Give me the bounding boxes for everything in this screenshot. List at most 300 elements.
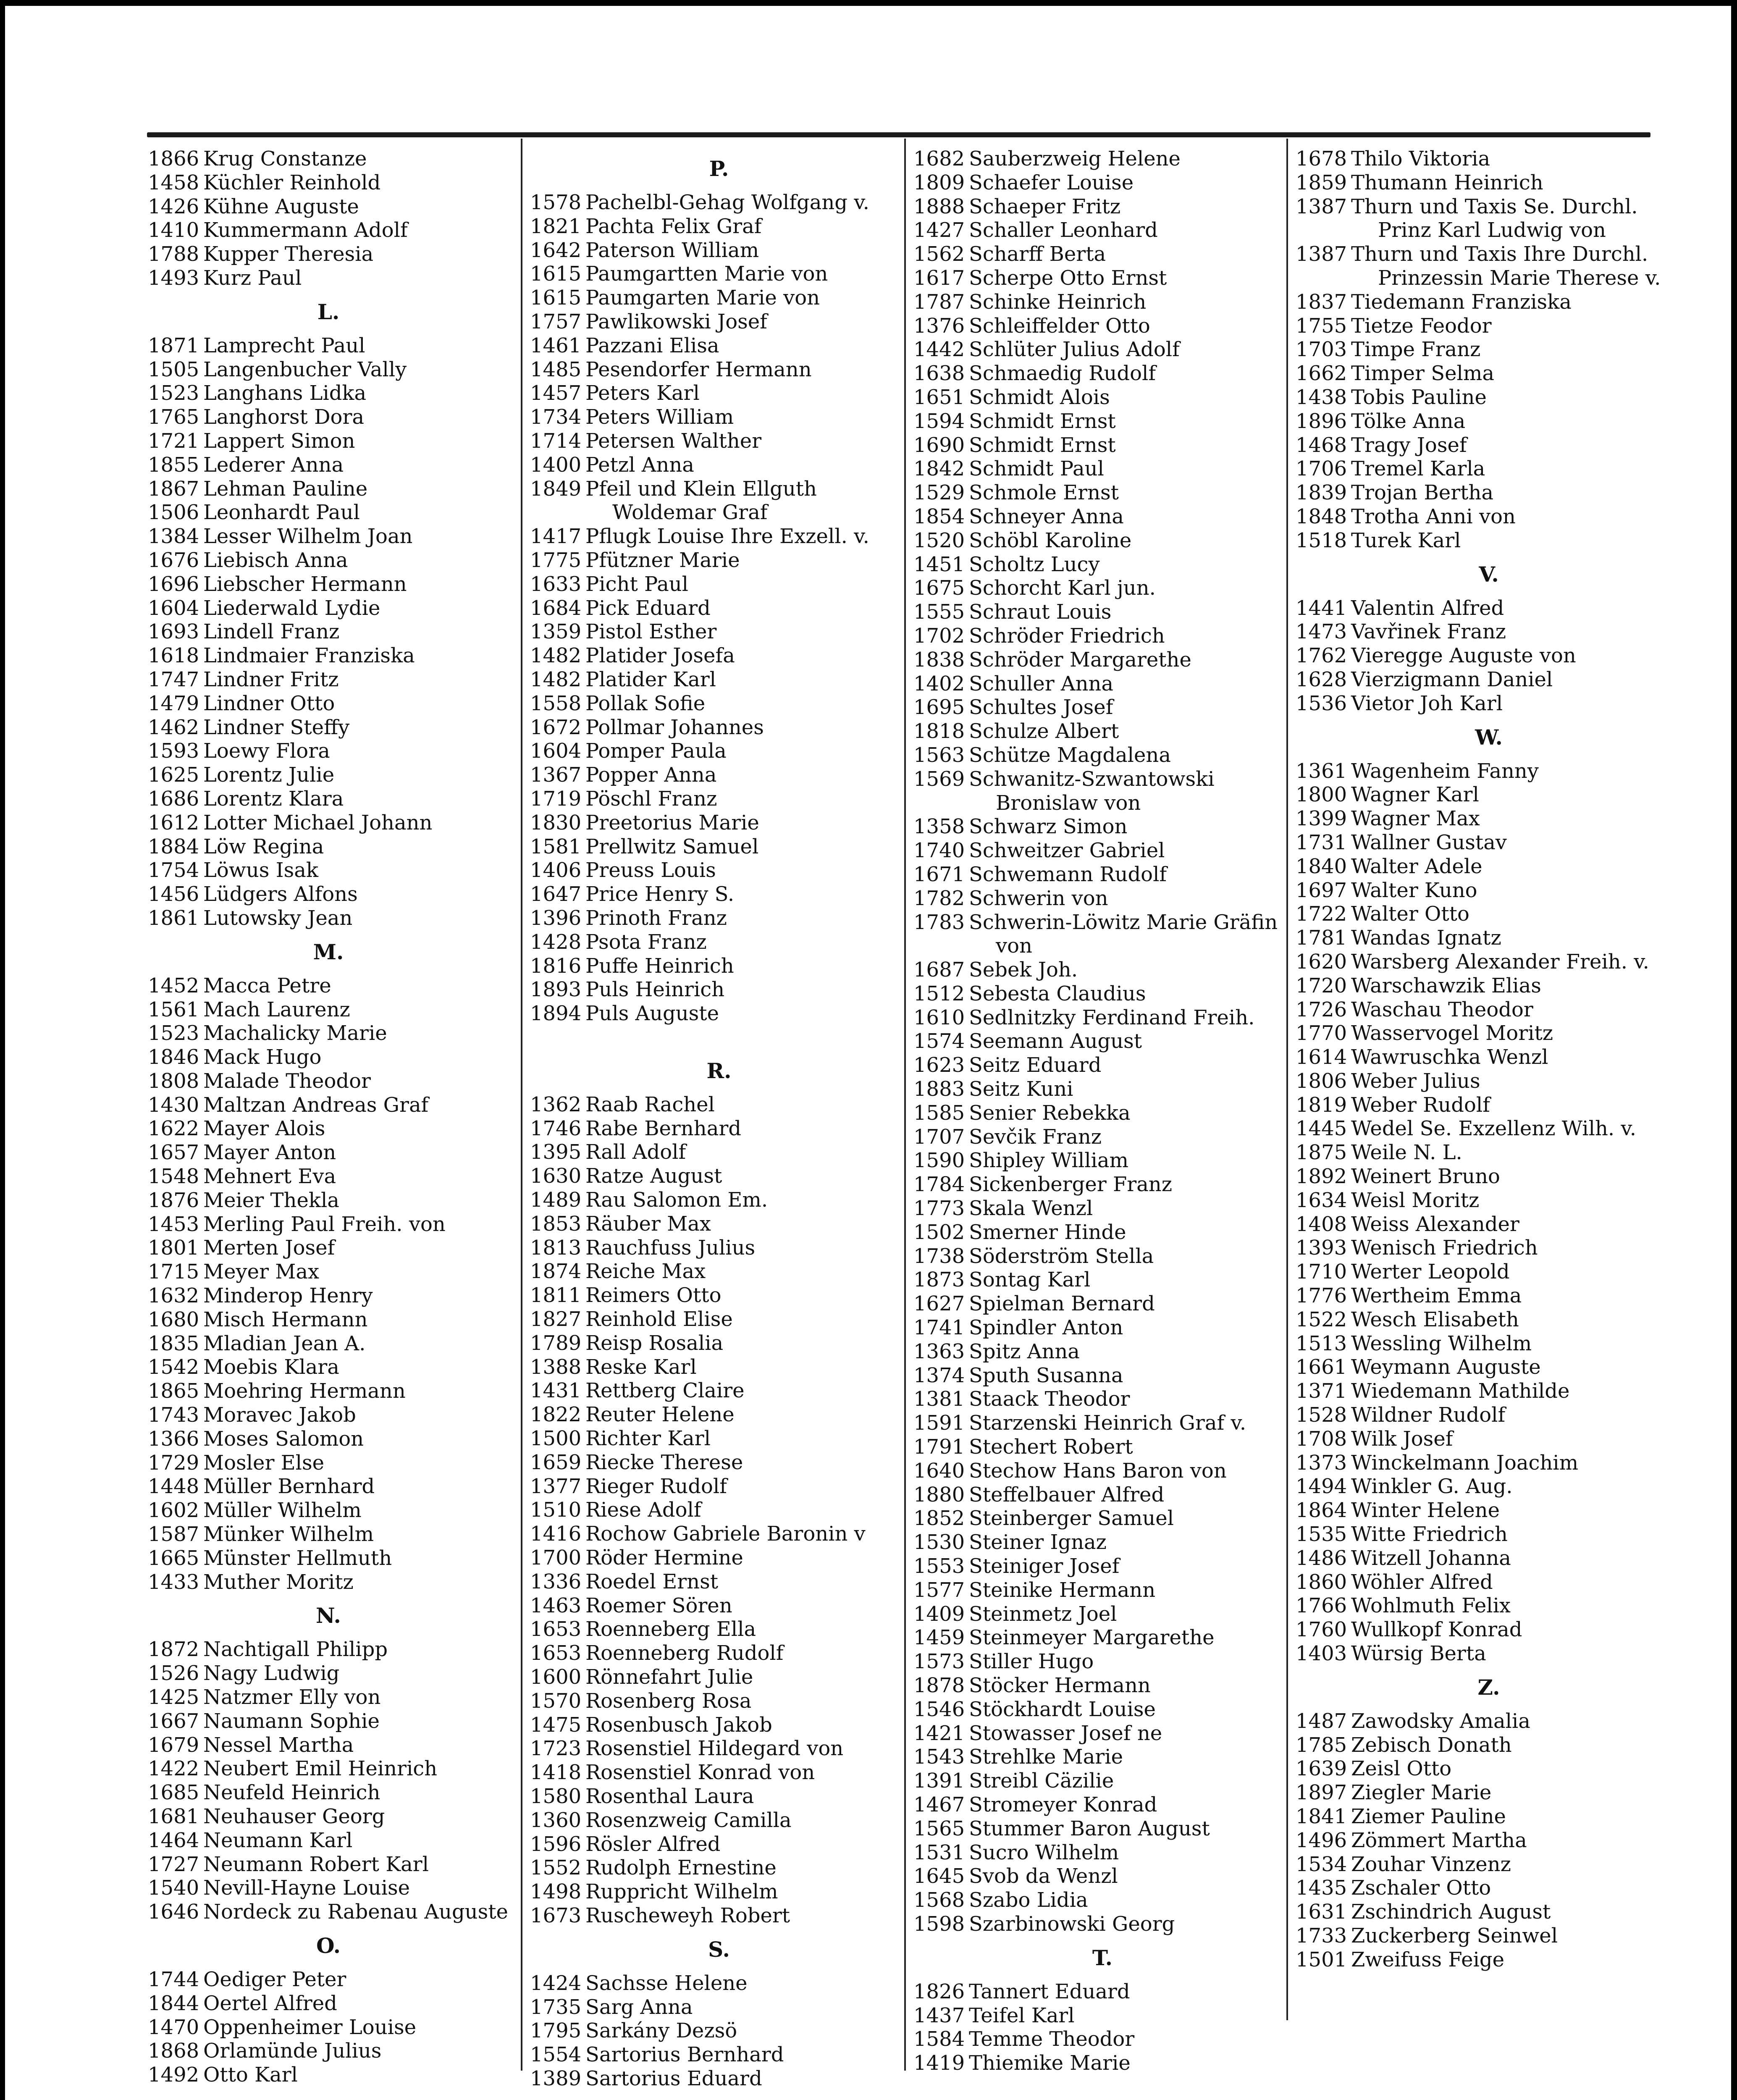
entry-number: 1565 xyxy=(913,1816,965,1840)
directory-entry xyxy=(913,529,1291,553)
directory-entry xyxy=(148,1685,509,1709)
entry-number: 1727 xyxy=(148,1852,199,1876)
entry-number: 1622 xyxy=(148,1117,199,1141)
entry-number: 1859 xyxy=(1296,171,1347,194)
directory-entry xyxy=(530,739,908,763)
entry-name: Mach Laurenz xyxy=(203,998,350,1021)
entry-name: Ziegler Marie xyxy=(1351,1781,1492,1805)
entry-name: Lorentz Julie xyxy=(203,763,335,787)
entry-name: Nessel Martha xyxy=(203,1733,354,1757)
entry-number: 1367 xyxy=(530,763,582,787)
entry-name: Lindell Franz xyxy=(203,620,340,644)
directory-entry xyxy=(148,1570,509,1594)
entry-name: Riese Adolf xyxy=(585,1498,701,1522)
directory-entry xyxy=(1296,338,1682,362)
entry-number: 1553 xyxy=(913,1554,965,1578)
directory-entry xyxy=(1296,1308,1682,1332)
directory-entry xyxy=(913,1387,1291,1411)
entry-number: 1839 xyxy=(1296,481,1347,505)
entry-number: 1602 xyxy=(148,1499,199,1522)
entry-number: 1782 xyxy=(913,886,965,910)
entry-number: 1638 xyxy=(913,362,965,386)
directory-entry xyxy=(1296,1379,1682,1403)
directory-entry xyxy=(913,1578,1291,1602)
entry-number: 1684 xyxy=(530,596,582,620)
entry-name: Wandas Ignatz xyxy=(1351,926,1501,950)
entry-name: Schwerin von xyxy=(969,886,1108,910)
entry-name: Schraut Louis xyxy=(969,600,1112,624)
entry-number: 1600 xyxy=(530,1665,582,1689)
entry-name: Zawodsky Amalia xyxy=(1351,1709,1530,1733)
directory-entry xyxy=(1296,1853,1682,1877)
directory-entry xyxy=(913,576,1291,600)
entry-number: 1746 xyxy=(530,1116,582,1140)
directory-entry xyxy=(913,433,1291,457)
entry-name: Mayer Anton xyxy=(203,1141,336,1165)
entry-name: Nevill-Hayne Louise xyxy=(203,1876,410,1900)
directory-entry xyxy=(913,1888,1291,1912)
directory-entry xyxy=(530,2043,908,2067)
entry-name: Pachelbl-Gehag Wolfgang v. xyxy=(585,191,869,214)
entry-name: Wullkopf Konrad xyxy=(1351,1618,1522,1642)
directory-entry xyxy=(530,1522,908,1546)
entry-number: 1819 xyxy=(1296,1093,1347,1117)
entry-number: 1835 xyxy=(148,1331,199,1355)
directory-entry xyxy=(148,1638,509,1662)
entry-name: Stowasser Josef ne xyxy=(969,1721,1162,1745)
entry-name: Kummermann Adolf xyxy=(203,218,408,242)
directory-entry xyxy=(148,572,509,596)
directory-entry xyxy=(148,1332,509,1356)
directory-entry xyxy=(530,572,908,596)
entry-name: Langenbucher Vally xyxy=(203,357,407,381)
entry-number: 1620 xyxy=(1296,950,1347,974)
entry-name: Schinke Heinrich xyxy=(969,290,1147,314)
directory-entry xyxy=(148,1403,509,1427)
directory-entry xyxy=(530,1093,908,1117)
entry-name: Kurz Paul xyxy=(203,266,302,290)
directory-entry xyxy=(148,334,509,358)
directory-entry xyxy=(1296,505,1682,529)
entry-name: Minderop Henry xyxy=(203,1284,373,1308)
directory-entry xyxy=(148,429,509,453)
directory-entry xyxy=(1296,1570,1682,1594)
entry-name: Weber Julius xyxy=(1351,1069,1480,1093)
directory-entry xyxy=(148,195,509,219)
entry-name: Sachsse Helene xyxy=(585,1971,748,1995)
entry-name: Meier Thekla xyxy=(203,1188,339,1212)
entry-name: Pachta Felix Graf xyxy=(585,214,762,238)
entry-name: Tiedemann Franziska xyxy=(1351,290,1572,314)
entry-name: Sputh Susanna xyxy=(969,1363,1123,1387)
directory-entry xyxy=(913,1006,1291,1030)
directory-entry xyxy=(913,386,1291,410)
entry-name: Schwanitz-Szwantowski xyxy=(969,767,1215,791)
directory-entry xyxy=(530,882,908,906)
directory-entry xyxy=(1296,386,1682,410)
entry-number: 1462 xyxy=(148,715,199,739)
entry-number: 1430 xyxy=(148,1093,199,1117)
entry-continuation xyxy=(1296,218,1682,242)
entry-name: Skala Wenzl xyxy=(969,1197,1093,1221)
entry-number: 1361 xyxy=(1296,759,1347,783)
directory-entry xyxy=(530,2067,908,2091)
entry-number: 1552 xyxy=(530,1856,582,1880)
entry-number: 1659 xyxy=(530,1450,582,1474)
directory-entry xyxy=(530,954,908,978)
entry-continuation xyxy=(530,501,908,525)
directory-entry xyxy=(1296,1618,1682,1642)
directory-entry xyxy=(1296,1189,1682,1213)
entry-name: Psota Franz xyxy=(585,930,707,954)
entry-name: Loewy Flora xyxy=(203,739,330,763)
entry-name: Warsberg Alexander Freih. v. xyxy=(1351,950,1649,974)
directory-entry xyxy=(913,171,1291,195)
entry-name: Wilk Josef xyxy=(1351,1427,1453,1451)
directory-entry xyxy=(1296,1117,1682,1141)
entry-number: 1826 xyxy=(913,1979,965,2003)
entry-name: Strehlke Marie xyxy=(969,1745,1123,1769)
directory-entry xyxy=(148,692,509,716)
directory-entry xyxy=(530,215,908,239)
directory-entry xyxy=(530,1002,908,1026)
entry-number: 1667 xyxy=(148,1709,199,1733)
directory-entry xyxy=(1296,1045,1682,1069)
entry-name: Senier Rebekka xyxy=(969,1101,1131,1125)
entry-name: Münster Hellmuth xyxy=(203,1546,392,1570)
entry-name: Sickenberger Franz xyxy=(969,1173,1173,1197)
entry-number: 1784 xyxy=(913,1173,965,1197)
entry-number: 1726 xyxy=(1296,998,1347,1021)
entry-number: 1384 xyxy=(148,525,199,549)
directory-entry xyxy=(148,1829,509,1853)
entry-name: Scharff Berta xyxy=(969,242,1106,266)
directory-entry xyxy=(148,1900,509,1924)
entry-name: Thurn und Taxis Ihre Durchl. xyxy=(1351,242,1648,266)
entry-name: Tremel Karla xyxy=(1351,457,1485,481)
entry-name: Mehnert Eva xyxy=(203,1165,336,1189)
directory-entry xyxy=(530,1212,908,1236)
directory-entry xyxy=(148,477,509,501)
entry-number: 1387 xyxy=(1296,194,1347,218)
entry-name: Oppenheimer Louise xyxy=(203,2015,416,2039)
entry-number: 1896 xyxy=(1296,409,1347,433)
directory-entry xyxy=(1296,783,1682,807)
directory-entry xyxy=(530,1140,908,1164)
entry-number: 1615 xyxy=(530,262,582,286)
entry-name: Wildner Rudolf xyxy=(1351,1403,1506,1427)
section-spacer xyxy=(530,1026,908,1049)
entry-name: Wiedemann Mathilde xyxy=(1351,1379,1570,1403)
entry-name: Rudolph Ernestine xyxy=(585,1856,777,1880)
entry-number: 1789 xyxy=(530,1331,582,1355)
entry-name: Neubert Emil Heinrich xyxy=(203,1757,438,1781)
entry-name: Sontag Karl xyxy=(969,1268,1091,1292)
entry-name: Söderström Stella xyxy=(969,1244,1154,1268)
entry-number: 1376 xyxy=(913,314,965,338)
directory-entry xyxy=(148,739,509,763)
directory-entry xyxy=(148,1021,509,1045)
entry-name: Leonhardt Paul xyxy=(203,501,360,525)
entry-number: 1510 xyxy=(530,1498,582,1522)
entry-number: 1628 xyxy=(1296,667,1347,691)
directory-entry xyxy=(1296,1546,1682,1570)
directory-entry xyxy=(913,1411,1291,1435)
directory-entry xyxy=(913,1841,1291,1865)
entry-number: 1558 xyxy=(530,691,582,715)
entry-name: Weisl Moritz xyxy=(1351,1188,1480,1212)
entry-name: Zuckerberg Seinwel xyxy=(1351,1924,1558,1948)
entry-name: Lamprecht Paul xyxy=(203,333,365,357)
entry-name: Winkler G. Aug. xyxy=(1351,1475,1513,1499)
entry-number: 1563 xyxy=(913,743,965,767)
directory-entry xyxy=(913,2004,1291,2028)
entry-number: 1714 xyxy=(530,429,582,453)
entry-continuation xyxy=(1296,266,1682,290)
entry-number: 1661 xyxy=(1296,1355,1347,1379)
entry-number: 1617 xyxy=(913,266,965,290)
entry-number: 1573 xyxy=(913,1650,965,1674)
directory-entry xyxy=(530,1260,908,1284)
entry-name: Mladian Jean A. xyxy=(203,1331,366,1355)
entry-name: Weinert Bruno xyxy=(1351,1165,1500,1189)
entry-number: 1441 xyxy=(1296,596,1347,620)
entry-name: Lindner Fritz xyxy=(203,667,339,691)
directory-entry xyxy=(148,147,509,171)
entry-name: Lehman Pauline xyxy=(203,477,368,501)
directory-entry xyxy=(1296,1757,1682,1781)
directory-entry xyxy=(148,974,509,998)
scan-edge-top xyxy=(0,0,1737,6)
entry-name: Scholtz Lucy xyxy=(969,552,1100,576)
header-rule xyxy=(147,132,1650,137)
entry-name: Prinz Karl Ludwig von xyxy=(1378,218,1606,242)
directory-entry xyxy=(530,239,908,262)
directory-entry xyxy=(148,1853,509,1877)
entry-number: 1855 xyxy=(148,453,199,477)
entry-name: Müller Wilhelm xyxy=(203,1499,362,1522)
directory-entry xyxy=(913,743,1291,767)
section-letter-heading: L. xyxy=(317,299,340,324)
entry-number: 1744 xyxy=(148,1967,199,1991)
directory-entry xyxy=(530,811,908,835)
entry-name: Rau Salomon Em. xyxy=(585,1188,768,1212)
entry-number: 1783 xyxy=(913,910,965,934)
directory-entry xyxy=(148,1189,509,1213)
entry-name: Weile N. L. xyxy=(1351,1141,1462,1165)
entry-number: 1840 xyxy=(1296,854,1347,878)
entry-name: Schuller Anna xyxy=(969,672,1114,696)
directory-entry xyxy=(1296,1213,1682,1236)
entry-number: 1406 xyxy=(530,858,582,882)
directory-entry xyxy=(530,1761,908,1785)
directory-entry xyxy=(1296,195,1682,219)
entry-name: Witte Friedrich xyxy=(1351,1522,1508,1546)
directory-entry xyxy=(1296,807,1682,831)
entry-name: Woldemar Graf xyxy=(612,501,768,525)
entry-name: Raab Rachel xyxy=(585,1092,715,1116)
entry-name: Langhans Lidka xyxy=(203,381,367,405)
entry-name: Rosenstiel Konrad von xyxy=(585,1761,815,1785)
entry-number: 1445 xyxy=(1296,1117,1347,1141)
directory-entry xyxy=(1296,457,1682,481)
entry-number: 1528 xyxy=(1296,1403,1347,1427)
entry-number: 1686 xyxy=(148,787,199,811)
entry-name: Streibl Cäzilie xyxy=(969,1769,1114,1793)
directory-entry xyxy=(1296,1236,1682,1260)
entry-name: Reinhold Elise xyxy=(585,1307,733,1331)
directory-entry xyxy=(1296,926,1682,950)
entry-number: 1785 xyxy=(1296,1733,1347,1757)
directory-entry xyxy=(1296,1021,1682,1045)
directory-entry xyxy=(148,2016,509,2040)
scan-edge-right xyxy=(1731,0,1737,2100)
entry-name: Roedel Ernst xyxy=(585,1570,719,1593)
entry-number: 1878 xyxy=(913,1674,965,1697)
entry-name: Rettberg Claire xyxy=(585,1379,745,1403)
entry-number: 1381 xyxy=(913,1387,965,1411)
entry-name: Schmidt Ernst xyxy=(969,409,1116,433)
directory-entry xyxy=(148,1757,509,1781)
entry-number: 1591 xyxy=(913,1411,965,1435)
directory-entry xyxy=(913,457,1291,481)
directory-entry xyxy=(530,429,908,453)
entry-number: 1418 xyxy=(530,1761,582,1785)
entry-name: Puffe Heinrich xyxy=(585,954,734,978)
entry-name: Prellwitz Samuel xyxy=(585,835,759,858)
entry-name: Wertheim Emma xyxy=(1351,1284,1522,1308)
entry-number: 1719 xyxy=(530,787,582,811)
directory-entry xyxy=(913,266,1291,290)
entry-name: Tragy Josef xyxy=(1351,433,1467,457)
entry-name: Meyer Max xyxy=(203,1260,320,1284)
entry-number: 1811 xyxy=(530,1284,582,1307)
entry-name: Sartorius Eduard xyxy=(585,2066,762,2090)
entry-number: 1482 xyxy=(530,667,582,691)
entry-name: Schaeper Fritz xyxy=(969,194,1121,218)
directory-entry xyxy=(913,1602,1291,1626)
entry-number: 1562 xyxy=(913,242,965,266)
directory-entry xyxy=(1296,1403,1682,1427)
entry-number: 1494 xyxy=(1296,1475,1347,1499)
directory-entry xyxy=(1296,668,1682,692)
directory-entry xyxy=(913,1125,1291,1149)
entry-number: 1615 xyxy=(530,286,582,310)
entry-name: Wagner Max xyxy=(1351,807,1480,831)
entry-name: Rieger Rudolf xyxy=(585,1474,727,1498)
directory-entry xyxy=(148,763,509,787)
directory-entry xyxy=(1296,950,1682,974)
entry-number: 1467 xyxy=(913,1793,965,1816)
entry-number: 1640 xyxy=(913,1459,965,1483)
entry-number: 1883 xyxy=(913,1077,965,1101)
entry-number: 1358 xyxy=(913,815,965,839)
entry-name: Langhorst Dora xyxy=(203,405,365,429)
entry-name: Thurn und Taxis Se. Durchl. xyxy=(1351,194,1638,218)
entry-number: 1402 xyxy=(913,672,965,696)
entry-name: Naumann Sophie xyxy=(203,1709,380,1733)
entry-name: Maltzan Andreas Graf xyxy=(203,1093,429,1117)
directory-entry xyxy=(913,1340,1291,1364)
entry-name: Scherpe Otto Ernst xyxy=(969,266,1167,290)
directory-entry xyxy=(1296,410,1682,433)
entry-number: 1844 xyxy=(148,1991,199,2015)
entry-number: 1482 xyxy=(530,644,582,668)
entry-number: 1548 xyxy=(148,1165,199,1189)
entry-name: Misch Hermann xyxy=(203,1307,368,1331)
directory-entry xyxy=(148,644,509,668)
entry-number: 1842 xyxy=(913,457,965,481)
entry-number: 1838 xyxy=(913,648,965,672)
entry-name: Wallner Gustav xyxy=(1351,830,1507,854)
directory-entry xyxy=(1296,1805,1682,1829)
entry-name: Spielman Bernard xyxy=(969,1292,1155,1316)
directory-entry xyxy=(913,1268,1291,1292)
entry-number: 1706 xyxy=(1296,457,1347,481)
entry-number: 1459 xyxy=(913,1626,965,1650)
entry-name: Walter Otto xyxy=(1351,902,1469,926)
entry-number: 1498 xyxy=(530,1880,582,1904)
entry-number: 1489 xyxy=(530,1188,582,1212)
directory-entry xyxy=(1296,529,1682,553)
directory-entry xyxy=(148,1093,509,1117)
directory-entry xyxy=(913,815,1291,839)
directory-entry xyxy=(1296,1499,1682,1522)
entry-number: 1762 xyxy=(1296,644,1347,668)
directory-entry xyxy=(1296,1829,1682,1853)
directory-entry xyxy=(913,982,1291,1006)
directory-entry xyxy=(530,1785,908,1809)
entry-name: Vietor Joh Karl xyxy=(1351,691,1503,715)
entry-number: 1530 xyxy=(913,1530,965,1554)
entry-number: 1625 xyxy=(148,763,199,787)
entry-number: 1437 xyxy=(913,2003,965,2027)
directory-entry xyxy=(913,839,1291,863)
directory-entry xyxy=(1296,1141,1682,1165)
entry-number: 1872 xyxy=(148,1638,199,1662)
directory-entry xyxy=(1296,1522,1682,1546)
entry-name: Richter Karl xyxy=(585,1427,711,1451)
entry-number: 1894 xyxy=(530,1002,582,1026)
directory-entry xyxy=(1296,902,1682,926)
directory-entry xyxy=(530,835,908,859)
entry-name: Pomper Paula xyxy=(585,739,727,763)
entry-number: 1542 xyxy=(148,1355,199,1379)
entry-name: Szarbinowski Georg xyxy=(969,1912,1175,1936)
directory-entry xyxy=(148,1427,509,1451)
entry-number: 1788 xyxy=(148,242,199,266)
entry-name: Liebisch Anna xyxy=(203,548,348,572)
entry-number: 1685 xyxy=(148,1781,199,1805)
entry-name: Starzenski Heinrich Graf v. xyxy=(969,1411,1246,1435)
entry-name: Merten Josef xyxy=(203,1236,335,1260)
entry-name: Nordeck zu Rabenau Auguste xyxy=(203,1900,508,1924)
entry-name: Schweitzer Gabriel xyxy=(969,839,1165,863)
entry-name: Wohlmuth Felix xyxy=(1351,1594,1511,1618)
entry-number: 1336 xyxy=(530,1570,582,1593)
directory-entry xyxy=(1296,1284,1682,1308)
entry-number: 1461 xyxy=(530,333,582,357)
directory-entry xyxy=(148,171,509,195)
entry-number: 1614 xyxy=(1296,1045,1347,1069)
entry-number: 1687 xyxy=(913,958,965,982)
entry-number: 1534 xyxy=(1296,1852,1347,1876)
entry-name: Reimers Otto xyxy=(585,1284,722,1307)
entry-name: Zschindrich August xyxy=(1351,1900,1551,1924)
directory-entry xyxy=(530,1689,908,1713)
directory-entry xyxy=(913,1029,1291,1053)
entry-name: Prinzessin Marie Therese v. xyxy=(1378,266,1661,290)
